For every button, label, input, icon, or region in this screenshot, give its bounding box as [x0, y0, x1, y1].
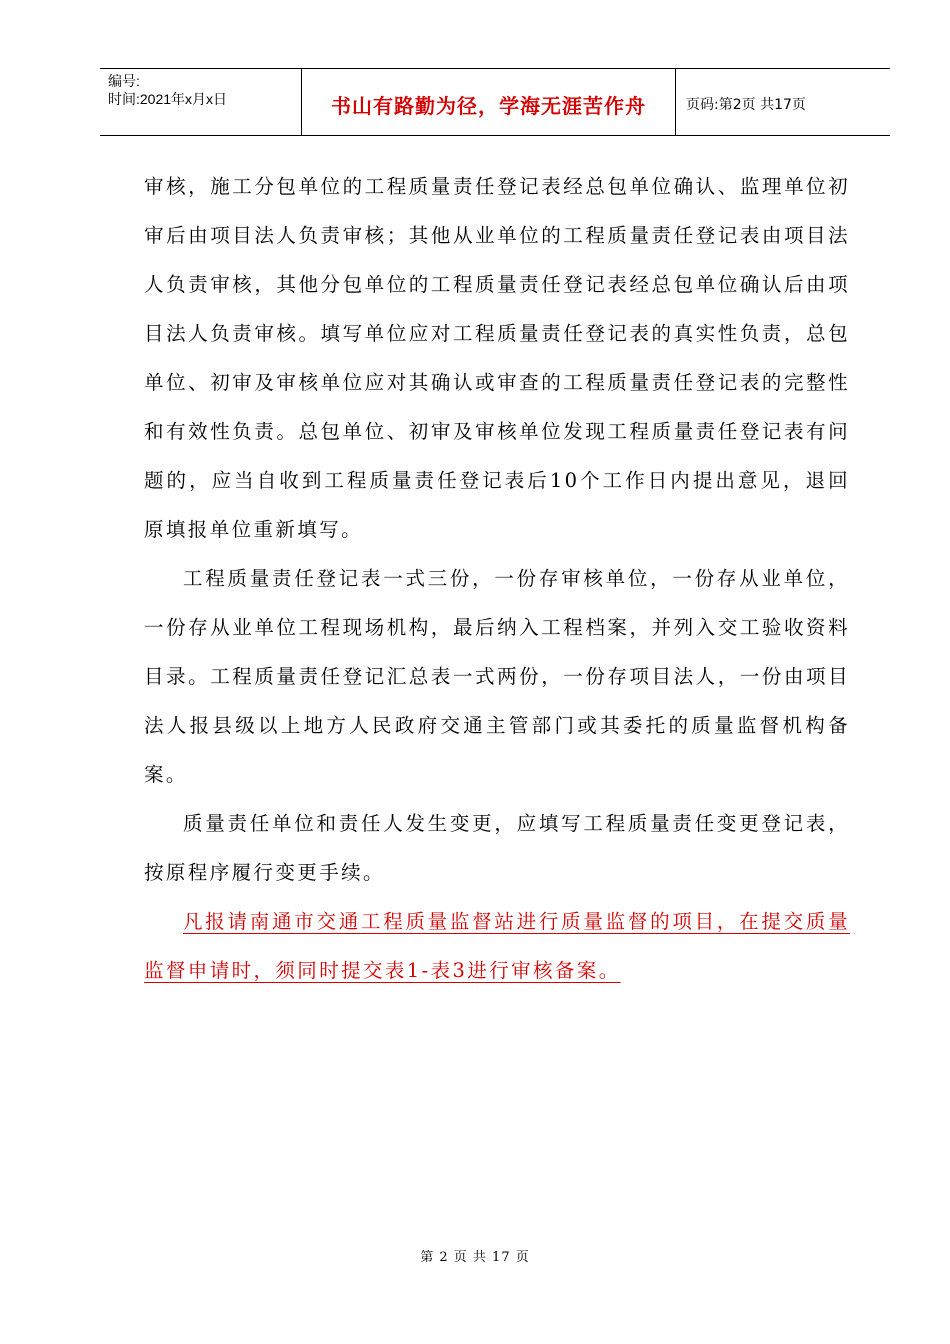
notice-text: 凡报请南通市交通工程质量监督站进行质量监督的项目，在提交质量监督申请时，须同时提交表1-表3进行审核备案。	[144, 910, 850, 982]
header-motto: 书山有路勤为径，学海无涯苦作舟	[302, 69, 676, 135]
document-header	[100, 68, 890, 136]
paragraph-continued: 审核，施工分包单位的工程质量责任登记表经总包单位确认、监理单位初审后由项目法人负责审核；其他从业单位的工程质量责任登记表由项目法人负责审核，其他分包单位的工程质量责任登记表经总包单位确认后由项目法人负责审核。填写单位应对工程质量责任登记表的真实性负责，总包单位、初审及审核单位应对其确认或审查的工程质量责任登记表的完整性和有效性负责。总包单位、初审及审核单位发现工程质量责任登记表有问题的，应当自收到工程质量责任登记表后10个工作日内提出意见，退回原填报单位重新填写。	[144, 175, 850, 541]
paragraph: 工程质量责任登记表一式三份，一份存审核单位，一份存从业单位，一份存从业单位工程现场机构，最后纳入工程档案，并列入交工验收资料目录。工程质量责任登记汇总表一式两份，一份存项目法人，一份由项目法人报县级以上地方人民政府交通主管部门或其委托的质量监督机构备案。	[144, 567, 850, 786]
date-label: 时间:2021年x月x日	[108, 91, 228, 107]
page-footer: 第 2 页 共 17 页	[420, 1250, 530, 1265]
document-body	[144, 162, 850, 995]
notice-paragraph	[144, 897, 850, 995]
header-page-info: 页码:第2页 共17页	[686, 97, 806, 113]
header-meta-cell	[100, 69, 302, 135]
paragraph: 质量责任单位和责任人发生变更，应填写工程质量责任变更登记表，按原程序履行变更手续。	[144, 812, 850, 884]
serial-number-label: 编号:	[108, 73, 140, 89]
